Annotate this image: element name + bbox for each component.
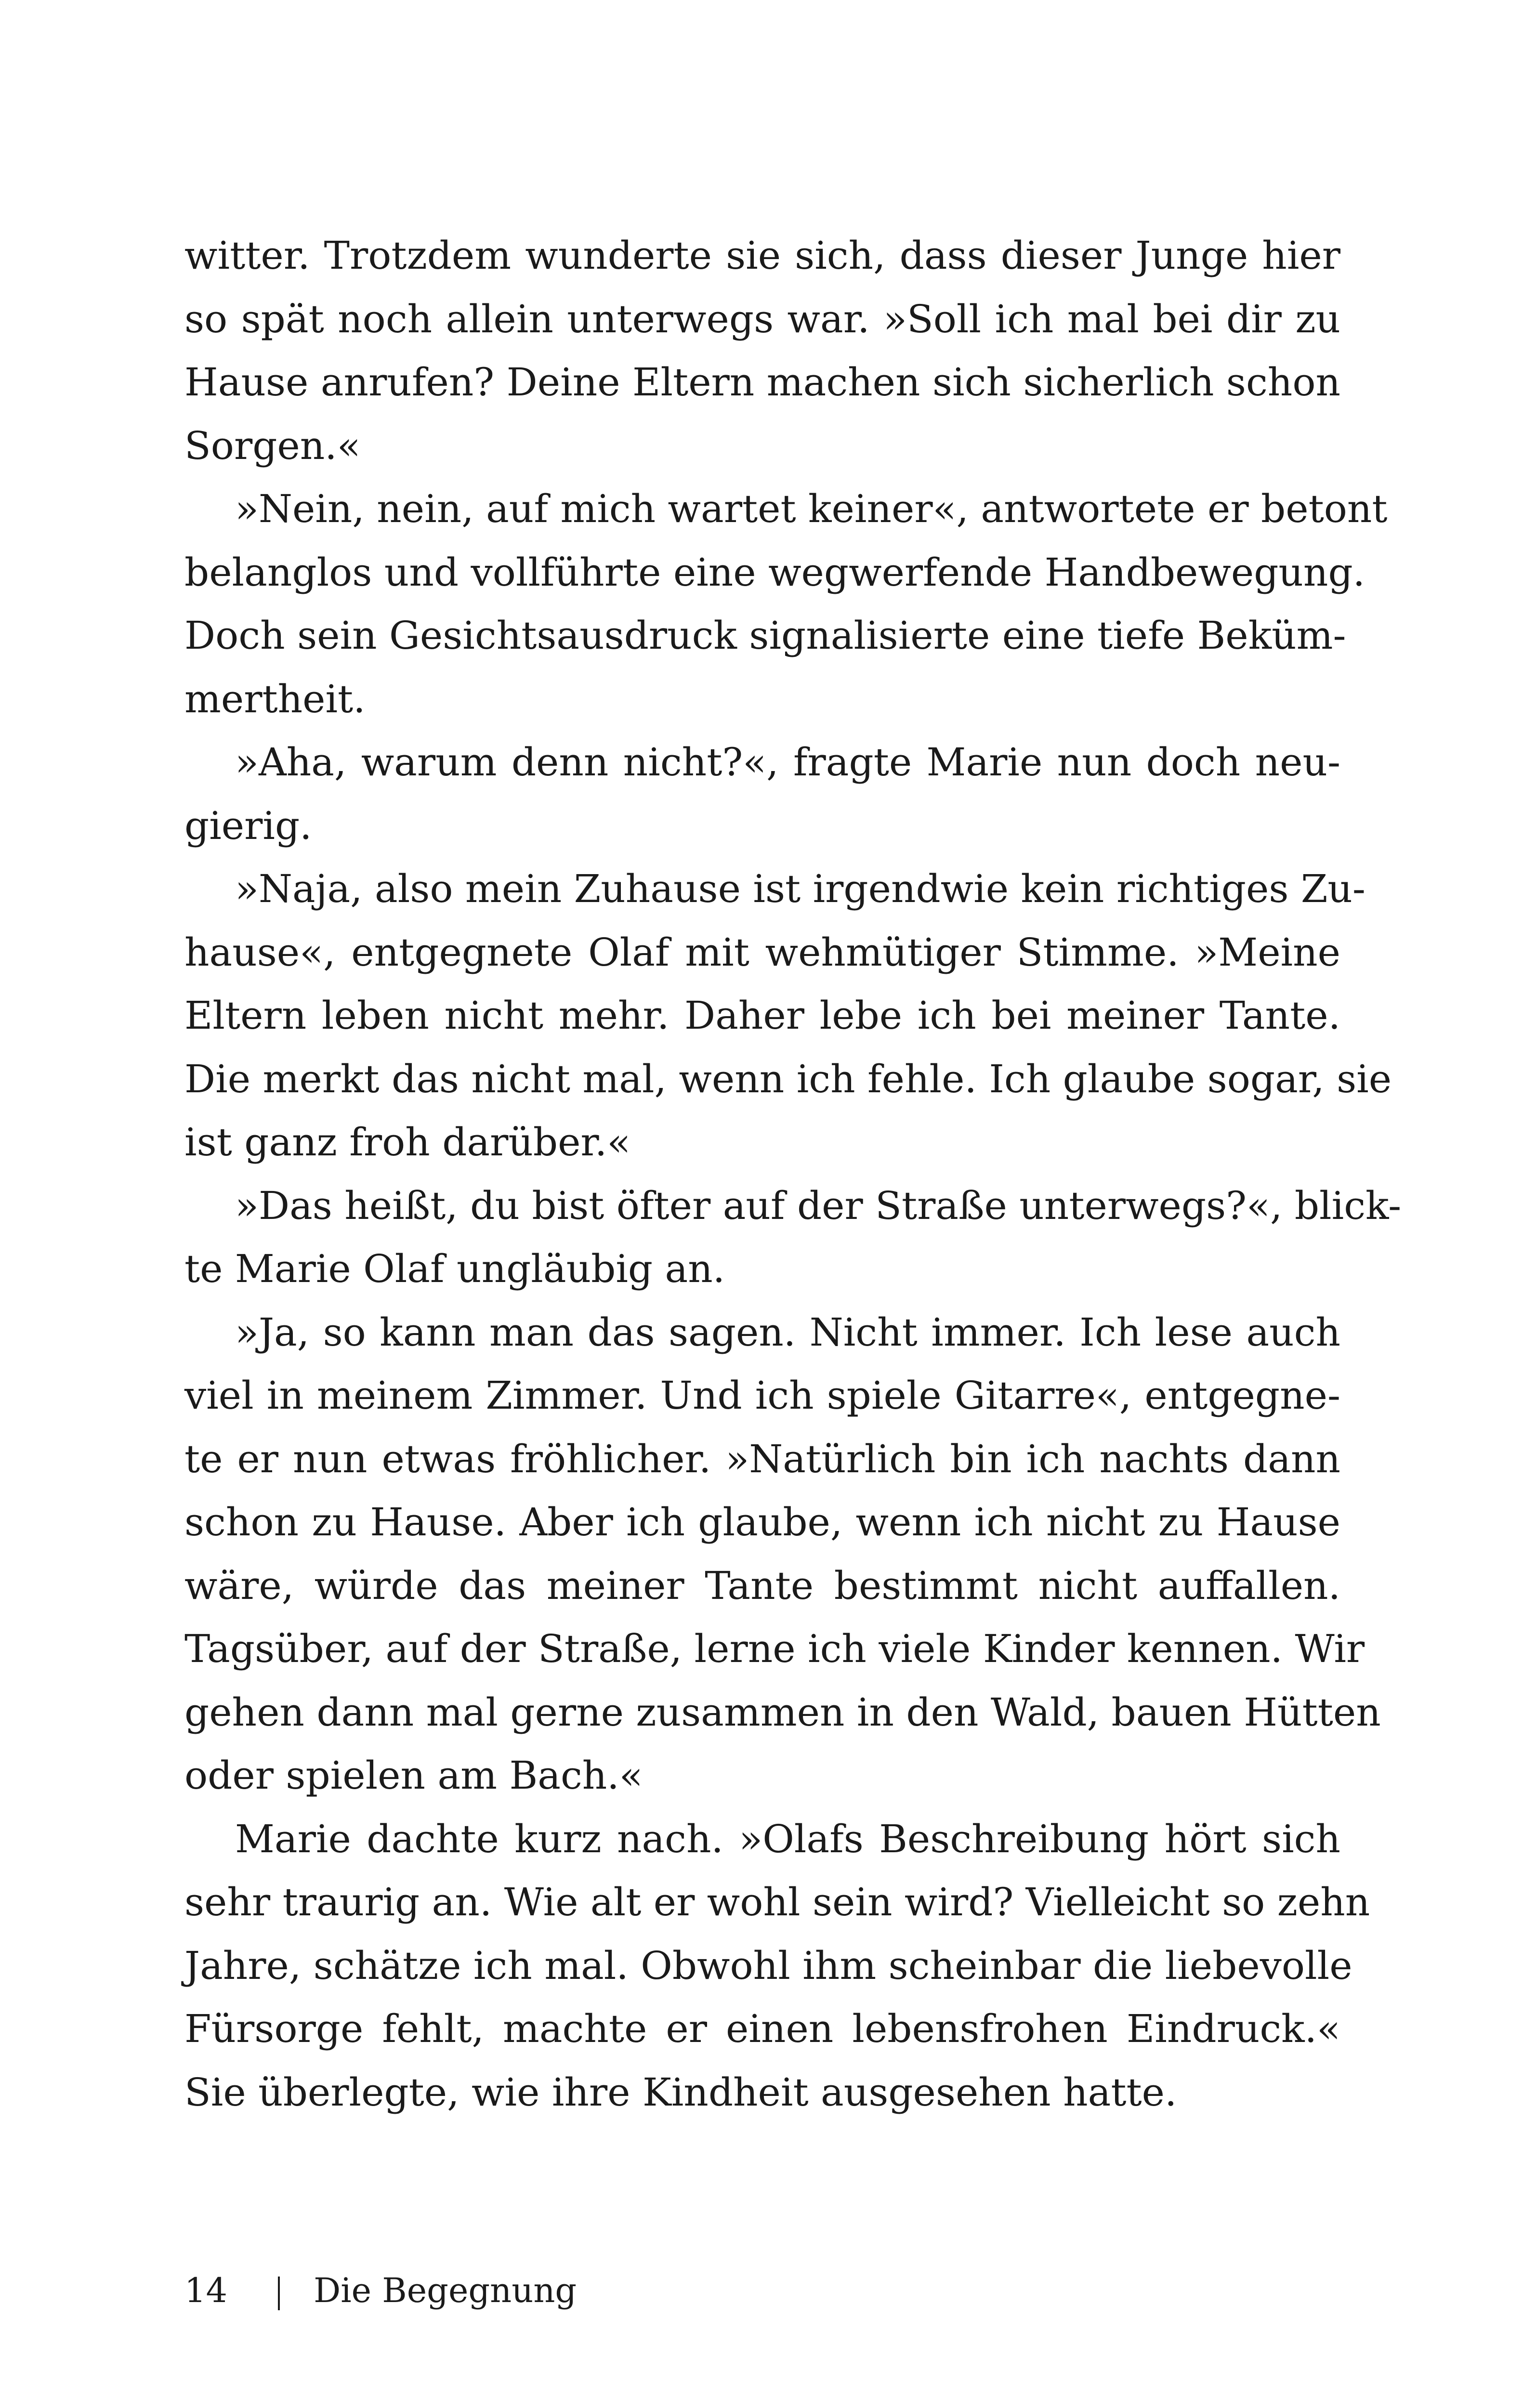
- text-line: te Marie Olaf ungläubig an.: [184, 1246, 725, 1291]
- text-line: Sorgen.«: [184, 423, 361, 468]
- paragraph: [184, 1807, 1370, 2124]
- paragraph: [184, 477, 1388, 731]
- running-head-chapter-title: Die Begegnung: [314, 2271, 577, 2310]
- text-line: Eltern leben nicht mehr. Daher lebe ich bei meiner Tante.: [184, 993, 1340, 1038]
- paragraph: [184, 1301, 1381, 1807]
- text-line: schon zu Hause. Aber ich glaube, wenn ich nicht zu Hause: [184, 1500, 1340, 1544]
- text-line: sehr traurig an. Wie alt er wohl sein wird? Vielleicht so zehn: [184, 1880, 1370, 1924]
- text-line: »Aha, warum denn nicht?«, fragte Marie nun doch neu-: [235, 740, 1340, 785]
- text-line: te er nun etwas fröhlicher. »Natürlich bin ich nachts dann: [184, 1436, 1340, 1481]
- text-line: Tagsüber, auf der Straße, lerne ich viele Kinder kennen. Wir: [184, 1626, 1365, 1671]
- text-line: Fürsorge fehlt, machte er einen lebensfrohen Eindruck.«: [184, 2006, 1340, 2051]
- text-line: mertheit.: [184, 676, 366, 721]
- paragraph: [184, 224, 1340, 477]
- footer-separator: [278, 2277, 280, 2310]
- text-line: »Nein, nein, auf mich wartet keiner«, antwortete er betont: [235, 486, 1388, 531]
- body-text: [184, 224, 1402, 2124]
- text-line: hause«, entgegnete Olaf mit wehmütiger Stimme. »Meine: [184, 929, 1340, 975]
- text-line: Doch sein Gesichtsausdruck signalisierte eine tiefe Beküm-: [184, 613, 1346, 658]
- text-line: belanglos und vollführte eine wegwerfende Handbewegung.: [184, 550, 1365, 595]
- text-line: Marie dachte kurz nach. »Olafs Beschreibung hört sich: [235, 1816, 1340, 1861]
- text-line: gehen dann mal gerne zusammen in den Wald, bauen Hütten: [184, 1689, 1381, 1735]
- page-footer: [184, 2266, 577, 2315]
- text-line: Die merkt das nicht mal, wenn ich fehle. Ich glaube sogar, sie: [184, 1056, 1392, 1101]
- text-line: oder spielen am Bach.«: [184, 1753, 643, 1798]
- text-line: »Ja, so kann man das sagen. Nicht immer. Ich lese auch: [235, 1309, 1340, 1355]
- text-line: Sie überlegte, wie ihre Kindheit ausgesehen hatte.: [184, 2069, 1177, 2115]
- text-line: ist ganz froh darüber.«: [184, 1120, 631, 1165]
- text-line: Jahre, schätze ich mal. Obwohl ihm scheinbar die liebevolle: [184, 1943, 1352, 1988]
- text-line: wäre, würde das meiner Tante bestimmt nicht auffallen.: [184, 1563, 1340, 1608]
- text-line: witter. Trotzdem wunderte sie sich, dass dieser Junge hier: [184, 233, 1340, 278]
- paragraph: [184, 1174, 1402, 1301]
- page-number: 14: [184, 2271, 228, 2310]
- paragraph: [184, 857, 1392, 1174]
- text-line: »Naja, also mein Zuhause ist irgendwie kein richtiges Zu-: [235, 866, 1365, 911]
- paragraph: [184, 731, 1340, 857]
- text-line: gierig.: [184, 803, 312, 848]
- text-line: viel in meinem Zimmer. Und ich spiele Gitarre«, entgegne-: [184, 1373, 1340, 1418]
- text-line: so spät noch allein unterwegs war. »Soll ich mal bei dir zu: [184, 296, 1340, 341]
- text-line: Hause anrufen? Deine Eltern machen sich sicherlich schon: [184, 360, 1340, 405]
- text-line: »Das heißt, du bist öfter auf der Straße unterwegs?«, blick-: [235, 1183, 1402, 1228]
